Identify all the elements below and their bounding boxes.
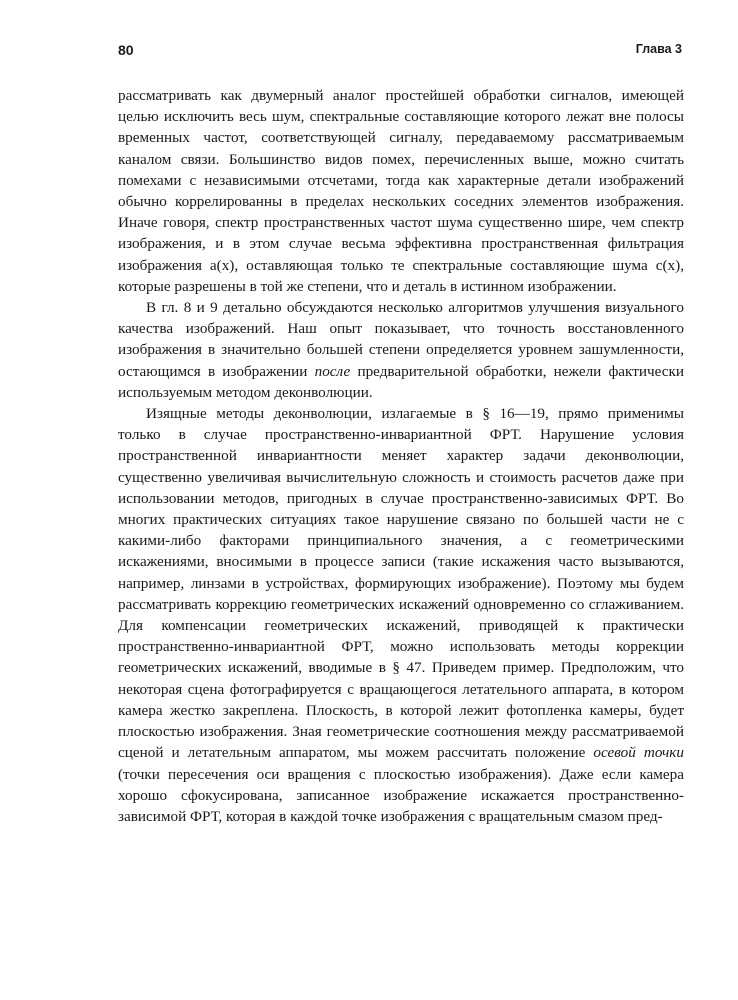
page-header [118, 42, 682, 62]
emphasis-axial-point: осевой точки [593, 744, 684, 762]
running-head: Глава 3 [635, 42, 682, 56]
paragraph-1: рассматривать как двумерный аналог простейшей обработки сигналов, имеющей целью исключить весь шум, спектральные составляющие которого лежат вне полосы временных частот, соответствующей сигналу, передаваемому рассматриваемым каналом связи. Большинство видов помех, перечисленных выше, можно считать помехами с независимыми отсчетами, тогда как характерные детали изображений обычно коррелированны в пределах нескольких соседних элементов изображения. Иначе говоря, спектр пространственных частот шума существенно шире, чем спектр изображения, и в этом случае весьма эффективна пространственная фильтрация изображения a(x), оставляющая только те спектральные составляющие шума c(x), которые разрешены в той же степени, что и деталь в истинном изображении. [118, 87, 684, 295]
paragraph-2-text-end: предварительной обработки, нежели фактически используемым методом деконволюции. [118, 362, 684, 401]
paragraph-3-text-start: Изящные методы деконволюции, излагаемые в § 16—19, прямо применимы только в случае пространственно-инвариантной ФРТ. Нарушение условия пространственной инвариантности меняет характер задачи деконволюции, существенно увеличивая вычислительную сложность и стоимость расчетов даже при использовании методов, пригодных в случае пространственно-зависимых ФРТ. Во многих практических ситуациях такое нарушение связано по большей части не с какими-либо факторами принципиального значения, а с геометрическими искажениями, вносимыми в процессе записи (такие искажения часто вызываются, например, линзами в устройствах, формирующих изображение). Поэтому мы будем рассматривать коррекцию геометрических искажений одновременно со сглаживанием. Для компенсации геометрических искажений, приводящей к практически пространственно-инвариантной ФРТ, можно использовать методы коррекции геометрических искажений, вводимые в § 47. Приведем пример. Предположим, что некоторая сцена фотографируется с вращающегося летательного аппарата, в котором камера жестко закреплена. Плоскость, в которой лежит фотопленка камеры, будет плоскостью изображения. Зная геометрические соотношения между рассматриваемой сценой и летательным аппаратом, мы можем рассчитать положение [118, 405, 684, 762]
paragraph-2-text-start: В гл. 8 и 9 детально обсуждаются несколько алгоритмов улучшения визуального качества изображений. Наш опыт показывает, что точность восстановленного изображения в значительно большей степени определяется уровнем зашумленности, остающимся в изображении [118, 299, 684, 380]
paragraph-3 [118, 403, 684, 827]
paragraph-3-text-end: (точки пересечения оси вращения с плоскостью изображения). Даже если камера хорошо сфокусирована, записанное изображение искажается пространственно-зависимой ФРТ, которая в каждой точке изображения с вращательным смазом пред- [118, 765, 684, 825]
paragraph-2 [118, 297, 684, 403]
body-text [118, 85, 684, 827]
page-number: 80 [118, 42, 134, 58]
emphasis-after: после [314, 362, 351, 380]
